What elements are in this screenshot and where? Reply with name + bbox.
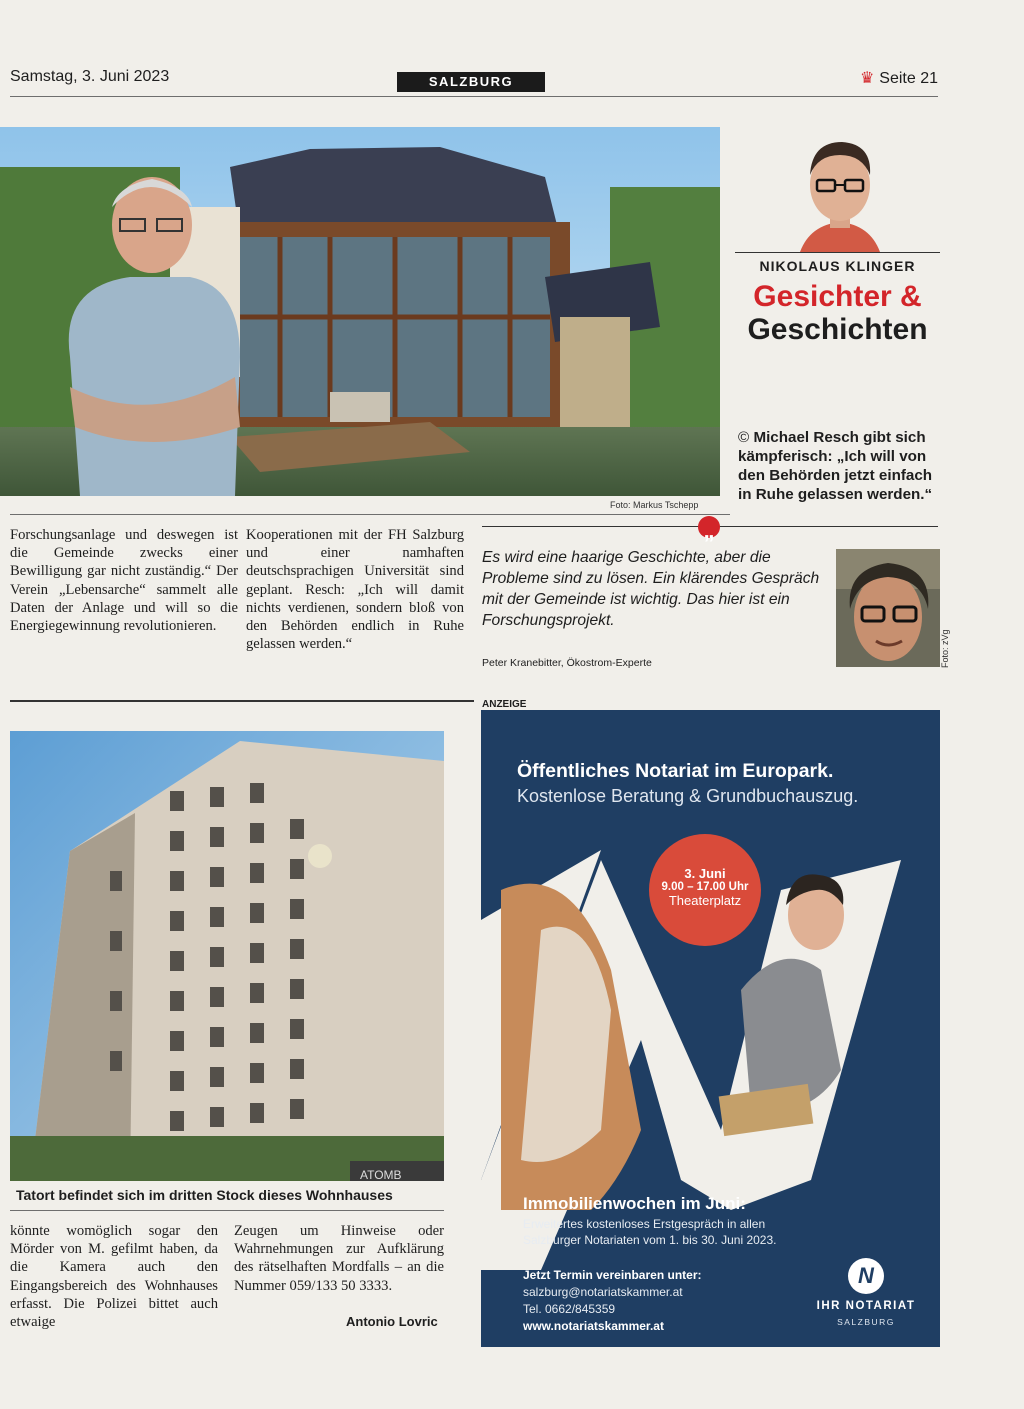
ad-cta: Jetzt Termin vereinbaren unter: [523,1268,702,1282]
column-title-red: Gesichter & [753,280,922,313]
photo-caption-resch [738,428,938,504]
photo-bottom-rule [10,514,730,515]
solar-house-photo [0,127,720,496]
ad-label: ANZEIGE [482,699,527,710]
ad-subline: Kostenlose Beratung & Grundbuchauszug. [517,786,859,806]
promo-text-line-1: Erweitertes kostenloses Erstgespräch in allen [523,1217,766,1231]
logo-name: IHR NOTARIAT [816,1300,916,1312]
columnist-portrait [790,130,890,252]
ad-phone[interactable]: Tel. 0662/845359 [523,1302,616,1316]
top-story-col2-text: Kooperationen mit der FH Salzburg und einer namhaften deutschsprachigen Universität sind geplant. Resch: „Ich will damit nichts verdienen, sondern bloß von den Behörden endlich in Ruhe gelassen werden.“ [246,527,464,653]
section-label: SALZBURG [397,72,545,92]
author-byline: Antonio Lovric [346,1314,438,1329]
promo-title: Immobilienwochen im Juni: [523,1194,746,1213]
top-story-column-1 [10,526,238,635]
notariat-ad [481,710,940,1347]
building-photo-caption: Tatort befindet sich im dritten Stock dieses Wohnhauses [16,1187,393,1203]
ad-email[interactable]: salzburg@notariatskammer.at [523,1285,683,1299]
crown-icon: ♛ [859,70,875,87]
notariat-logo-icon: N [848,1258,884,1294]
badge-time: 9.00 – 17.00 Uhr [661,881,749,893]
header-date: Samstag, 3. Juni 2023 [10,68,170,85]
photo-credit-top: Foto: Markus Tschepp [610,500,699,510]
page-number-text: Seite 21 [879,70,938,87]
quote-mark-icon: „ [698,516,720,538]
top-story-column-2 [246,526,464,653]
promo-text-line-2: Salzburger Notariaten vom 1. bis 30. Juni 2023. [523,1233,777,1247]
quote-text: Es wird eine haarige Geschichte, aber die Probleme sind zu lösen. Ein klärendes Gespräch mit der Gemeinde ist wichtig. Das hier ist ein Forschungsprojekt. [482,549,820,629]
columnist-name: NIKOLAUS KLINGER [759,258,916,274]
caption-rule [10,1210,444,1211]
ad-website[interactable]: www.notariatskammer.at [523,1319,664,1333]
columnist-rule [735,252,940,253]
second-story-col2-text: Zeugen um Hinweise oder Wahrnehmungen zur Aufklärung des rätselhaften Mordfalls – an die Nummer 059/133 50 3333. [234,1223,444,1294]
logo-city: SALZBURG [837,1317,895,1327]
second-story-column-1 [10,1222,218,1331]
second-story-col1-text: könnte womöglich sogar den Mörder von M. gefilmt haben, da die Kamera auch den Eingangsbereich des Wohnhauses erfasst. Die Polizei bittet auch etwaige [10,1223,218,1331]
page-number [860,68,938,88]
top-story-col1-text: Forschungsanlage und deswegen ist die Gemeinde zwecks einer Bewilligung gar nicht zuständig.“ Der Verein „Lebensarche“ sammelt alle Daten der Anlage und will so die Energiegewinnung revolutionieren. [10,527,238,635]
caption-text: Michael Resch gibt sich kämpferisch: „Ich will von den Behörden jetzt einfach in Ruhe gelassen werden.“ [738,429,933,503]
section-divider [10,700,474,702]
shop-sign-text: ATOMB [360,1168,402,1181]
quote-author: Peter Kranebitter, Ökostrom-Experte [482,657,652,669]
quote-portrait [836,549,940,667]
header-rule [10,96,938,97]
ad-headline: Öffentliches Notariat im Europark. [517,760,834,782]
badge-place: Theaterplatz [668,893,742,908]
ad-date-badge [649,834,761,946]
apartment-building-photo [10,731,444,1181]
badge-date: 3. Juni [684,866,726,881]
caption-marker: © [738,429,750,446]
quote-photo-credit: Foto: zVg [940,629,950,668]
promo-text [523,1216,776,1248]
column-title-black: Geschichten [747,313,928,346]
second-story-column-2 [234,1222,444,1295]
